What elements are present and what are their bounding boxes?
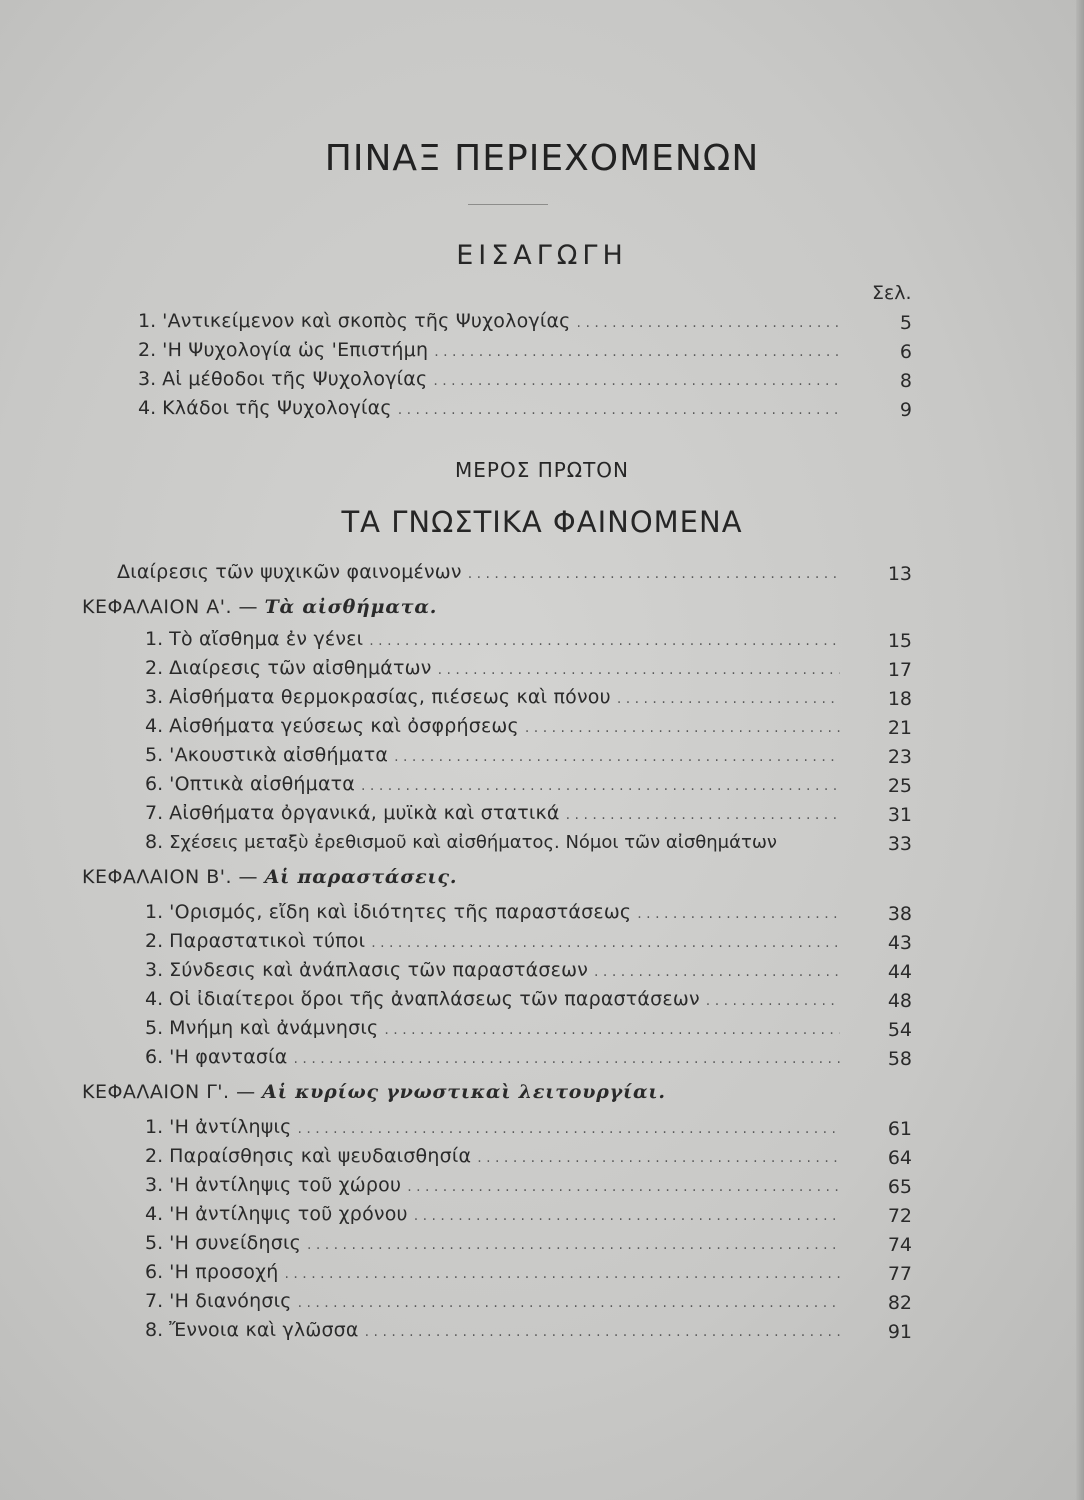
toc-entry[interactable] [138, 310, 846, 340]
chapter-title: Αἱ παραστάσεις. [264, 866, 458, 888]
leader-dots [706, 988, 840, 1010]
entry-page: 61 [887, 1118, 912, 1140]
toc-entry[interactable] [145, 930, 846, 960]
chapter-prefix: ΚΕΦΑΛΑΙΟΝ Α'. — [82, 596, 259, 618]
entry-number: 3. [145, 959, 164, 981]
leader-dots [434, 339, 840, 361]
entry-label: 'Η ἀντίληψις τοῦ χώρου [169, 1174, 402, 1196]
entry-label: 'Η προσοχή [169, 1261, 279, 1283]
entry-page: 77 [887, 1263, 912, 1285]
entry-number: 4. [145, 988, 164, 1010]
leader-dots [298, 1290, 840, 1312]
entry-number: 2. [145, 930, 164, 952]
entry-page: 43 [887, 932, 912, 954]
intro-heading: ΕΙΣΑΓΩΓΗ [456, 240, 628, 271]
leader-dots [398, 397, 840, 419]
toc-entry[interactable] [145, 1203, 846, 1233]
entry-page: 6 [899, 341, 912, 363]
chapter-prefix: ΚΕΦΑΛΑΙΟΝ Β'. — [82, 866, 259, 888]
chapter-prefix: ΚΕΦΑΛΑΙΟΝ Γ'. — [82, 1081, 256, 1103]
toc-entry[interactable] [145, 959, 846, 989]
toc-entry[interactable] [145, 988, 846, 1018]
entry-number: 5. [145, 1232, 164, 1254]
entry-label: 'Η Ψυχολογία ὡς 'Επιστήμη [162, 339, 429, 361]
entry-number: 1. [145, 901, 164, 923]
entry-page: 91 [887, 1321, 912, 1343]
entry-number: 1. [138, 310, 157, 332]
leader-dots [594, 959, 840, 981]
title-divider [468, 204, 548, 205]
entry-label: 'Η φαντασία [169, 1046, 288, 1068]
entry-label: 'Ακουστικὰ αἰσθήματα [169, 744, 389, 766]
leader-dots [525, 715, 840, 737]
entry-number: 4. [145, 1203, 164, 1225]
entry-label: 'Η διανόησις [169, 1290, 292, 1312]
part-title: ΤΑ ΓΝΩΣΤΙΚΑ ΦΑΙΝΟΜΕΝΑ [341, 505, 743, 539]
entry-page: 54 [887, 1019, 912, 1041]
toc-entry[interactable] [145, 1174, 846, 1204]
entry-label: Παραστατικοὶ τύποι [169, 930, 366, 952]
leader-dots [285, 1261, 841, 1283]
entry-number: 6. [145, 1261, 164, 1283]
toc-entry[interactable] [145, 1017, 846, 1047]
entry-number: 6. [145, 773, 164, 795]
chapter-a-heading[interactable] [82, 596, 437, 618]
leader-dots [577, 310, 840, 332]
entry-page: 17 [887, 659, 912, 681]
leader-dots [361, 773, 840, 795]
toc-entry[interactable] [145, 744, 846, 774]
toc-entry[interactable] [145, 1290, 846, 1320]
entry-label: Κλάδοι τῆς Ψυχολογίας [162, 397, 392, 419]
toc-entry[interactable] [138, 368, 846, 398]
toc-entry[interactable] [145, 686, 846, 716]
page-title: ΠΙΝΑΞ ΠΕΡΙΕΧΟΜΕΝΩΝ [324, 138, 760, 179]
entry-label: Παραίσθησις καὶ ψευδαισθησία [169, 1145, 472, 1167]
entry-page: 5 [899, 312, 912, 334]
entry-page: 72 [887, 1205, 912, 1227]
leader-dots [566, 802, 840, 824]
part-label: ΜΕΡΟΣ ΠΡΩΤΟΝ [455, 458, 629, 482]
entry-label: Αἱ μέθοδοι τῆς Ψυχολογίας [162, 368, 428, 390]
entry-page: 21 [887, 717, 912, 739]
leader-dots [468, 561, 840, 583]
entry-label: 'Η συνείδησις [169, 1232, 301, 1254]
toc-entry[interactable] [145, 628, 846, 658]
entry-label: 'Οπτικὰ αἰσθήματα [169, 773, 356, 795]
leader-dots [477, 1145, 840, 1167]
entry-number: 5. [145, 744, 164, 766]
toc-entry[interactable] [145, 1145, 846, 1175]
entry-label: Μνήμη καὶ ἀνάμνησις [169, 1017, 379, 1039]
toc-entry[interactable] [138, 397, 846, 427]
entry-label: Αἰσθήματα θερμοκρασίας, πιέσεως καὶ πόνου [169, 686, 611, 708]
chapter-b-heading[interactable] [82, 866, 457, 888]
leader-dots [407, 1174, 840, 1196]
entry-label: Σχέσεις μεταξὺ ἐρεθισμοῦ καὶ αἰσθήματος. Νόμοι τῶν αἰσθημάτων [169, 832, 777, 853]
entry-number: 4. [138, 397, 157, 419]
entry-label: Τὸ αἴσθημα ἐν γένει [169, 628, 364, 650]
toc-entry[interactable] [145, 1261, 846, 1291]
entry-number: 3. [138, 368, 157, 390]
entry-page: 44 [887, 961, 912, 983]
entry-label: 'Ορισμός, εἴδη καὶ ἰδιότητες τῆς παραστάσεως [169, 901, 632, 923]
entry-page: 33 [887, 833, 912, 855]
toc-entry[interactable] [145, 657, 846, 687]
entry-number: 4. [145, 715, 164, 737]
entry-label: Αἰσθήματα ὀργανικά, μυϊκὰ καὶ στατικά [169, 802, 560, 824]
toc-entry[interactable] [145, 901, 846, 931]
toc-entry[interactable] [145, 1232, 846, 1262]
leader-dots [369, 628, 840, 650]
entry-page: 38 [887, 903, 912, 925]
entry-page: 31 [887, 804, 912, 826]
leader-dots [365, 1319, 840, 1341]
entry-page: 82 [887, 1292, 912, 1314]
entry-number: 1. [145, 1116, 164, 1138]
entry-number: 3. [145, 1174, 164, 1196]
leader-dots [617, 686, 840, 708]
leader-dots [294, 1046, 840, 1068]
entry-label: Διαίρεσις τῶν αἰσθημάτων [169, 657, 432, 679]
entry-number: 2. [145, 657, 164, 679]
entry-page: 74 [887, 1234, 912, 1256]
entry-page: 8 [899, 370, 912, 392]
leader-dots [433, 368, 840, 390]
entry-number: 6. [145, 1046, 164, 1068]
entry-page: 25 [887, 775, 912, 797]
entry-number: 8. [145, 1319, 164, 1341]
page-edge [1076, 0, 1084, 1500]
leader-dots [307, 1232, 840, 1254]
entry-number: 2. [145, 1145, 164, 1167]
entry-number: 2. [138, 339, 157, 361]
entry-label: 'Η ἀντίληψις τοῦ χρόνου [169, 1203, 408, 1225]
entry-label: Σύνδεσις καὶ ἀνάπλασις τῶν παραστάσεων [169, 959, 589, 981]
toc-entry[interactable] [145, 1046, 846, 1076]
entry-number: 7. [145, 1290, 164, 1312]
entry-page: 23 [887, 746, 912, 768]
chapter-title: Αἱ κυρίως γνωστικαὶ λειτουργίαι. [262, 1081, 666, 1103]
toc-entry[interactable] [138, 339, 846, 369]
entry-page: 9 [899, 399, 912, 421]
leader-dots [298, 1116, 841, 1138]
entry-page: 15 [887, 630, 912, 652]
entry-page: 65 [887, 1176, 912, 1198]
toc-entry[interactable] [145, 802, 846, 832]
toc-entry[interactable] [145, 1319, 846, 1349]
entry-label: Ἔννοια καὶ γλῶσσα [169, 1319, 359, 1341]
chapter-title: Τὰ αἰσθήματα. [264, 596, 438, 618]
toc-entry[interactable] [145, 1116, 846, 1146]
entry-label: 'Αντικείμενον καὶ σκοπὸς τῆς Ψυχολογίας [162, 310, 571, 332]
entry-page: 64 [887, 1147, 912, 1169]
leader-dots [394, 744, 840, 766]
entry-label: Οἱ ἰδιαίτεροι ὅροι τῆς ἀναπλάσεως τῶν παραστάσεων [169, 988, 700, 1010]
entry-number: 3. [145, 686, 164, 708]
entry-label: Αἰσθήματα γεύσεως καὶ ὀσφρήσεως [169, 715, 519, 737]
entry-page: 13 [887, 563, 912, 585]
leader-dots [414, 1203, 840, 1225]
entry-page: 18 [887, 688, 912, 710]
leader-dots [637, 901, 840, 923]
entry-page: 58 [887, 1048, 912, 1070]
entry-page: 48 [887, 990, 912, 1012]
entry-number: 5. [145, 1017, 164, 1039]
leader-dots [384, 1017, 840, 1039]
toc-entry[interactable] [145, 715, 846, 745]
leader-dots [438, 657, 840, 679]
toc-entry[interactable] [145, 773, 846, 803]
toc-entry[interactable] [145, 831, 865, 861]
entry-number: 7. [145, 802, 164, 824]
entry-label: 'Η ἀντίληψις [169, 1116, 292, 1138]
entry-label: Διαίρεσις τῶν ψυχικῶν φαινομένων [117, 561, 462, 583]
entry-number: 1. [145, 628, 164, 650]
toc-entry[interactable] [117, 561, 846, 591]
chapter-c-heading[interactable] [82, 1081, 666, 1103]
leader-dots [371, 930, 840, 952]
page-column-label: Σελ. [872, 282, 912, 304]
entry-number: 8. [145, 831, 164, 853]
